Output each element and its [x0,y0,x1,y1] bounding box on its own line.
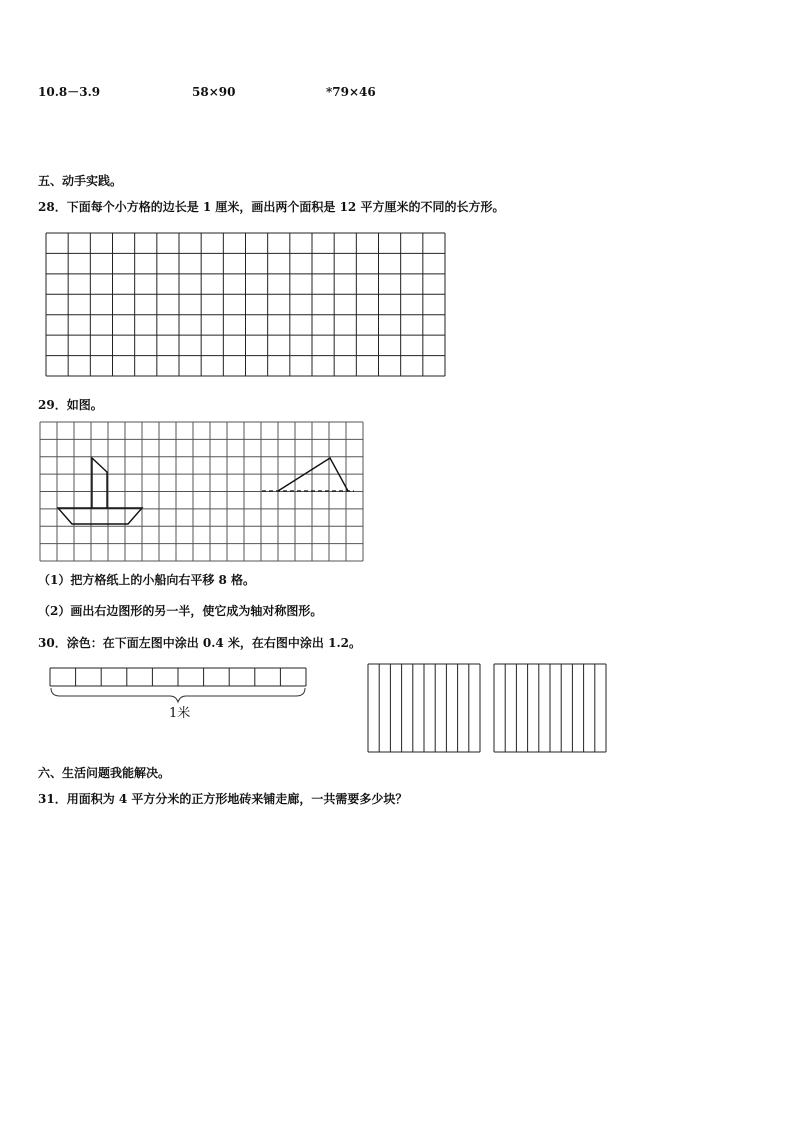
calc-expression-2: 58×90 [192,85,236,99]
q30-strip-grid-right[interactable] [493,663,607,753]
calc-expression-1: 10.8－3.9 [38,85,101,99]
meter-bar-label: 1米 [169,706,191,721]
question-29-sub2: （2）画出右边图形的另一半，使它成为轴对称图形。 [38,604,323,618]
calc-expression-3: *79×46 [326,85,376,99]
section-6-heading: 六、生活问题我能解决。 [38,766,171,780]
question-29-text: 29．如图。 [38,398,103,412]
section-5-heading: 五、动手实践。 [38,174,123,188]
meter-brace [51,688,305,702]
q29-square-grid[interactable] [40,422,364,562]
question-29-sub1: （1）把方格纸上的小船向右平移 8 格。 [38,573,256,587]
q28-square-grid[interactable] [46,233,446,377]
question-28-text: 28．下面每个小方格的边长是 1 厘米，画出两个面积是 12 平方厘米的不同的长方形。 [38,200,505,214]
question-31-text: 31．用面积为 4 平方分米的正方形地砖来铺走廊，一共需要多少块？ [38,792,408,806]
question-30-text: 30．涂色：在下面左图中涂出 0.4 米，在右图中涂出 1.2。 [38,636,361,650]
q30-strip-grid-left[interactable] [367,663,481,753]
